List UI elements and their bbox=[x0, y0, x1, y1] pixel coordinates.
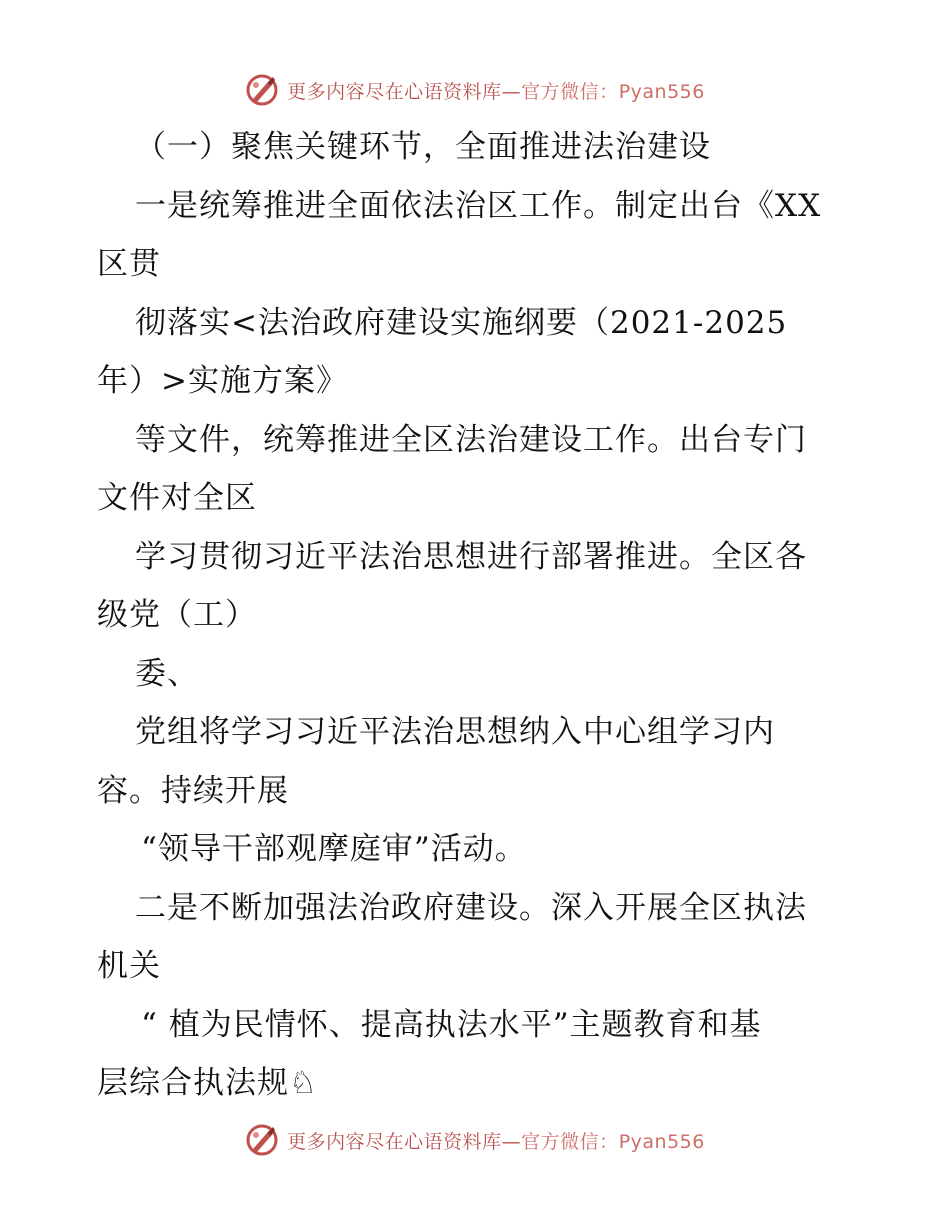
text-line: “ 植为民情怀、提高执法水平”主题教育和基 bbox=[141, 1006, 762, 1043]
text-line: 党组将学习习近平法治思想纳入中心组学习内 bbox=[135, 714, 775, 750]
text-line: 层综合执法规♘ bbox=[97, 1065, 318, 1101]
text-line: 机关 bbox=[97, 948, 161, 984]
pen-logo-icon bbox=[245, 73, 279, 107]
text-line: 区贯 bbox=[97, 246, 161, 282]
text-line: 容。持续开展 bbox=[97, 772, 289, 809]
text-line: 级党（工） bbox=[97, 597, 257, 633]
banner-text: 更多内容尽在心语资料库—官方微信：Pyan556 bbox=[287, 1130, 705, 1153]
banner-text: 更多内容尽在心语资料库—官方微信：Pyan556 bbox=[287, 80, 705, 103]
footer-banner bbox=[0, 1120, 950, 1160]
header-banner bbox=[0, 70, 950, 110]
text-line: 彻落实<法治政府建设实施纲要（2021-2025 bbox=[135, 304, 788, 341]
text-line: 文件对全区 bbox=[97, 480, 257, 516]
text-line: 二是不断加强法治政府建设。深入开展全区执法 bbox=[135, 889, 807, 926]
pen-logo-icon bbox=[245, 1123, 279, 1157]
text-line: 委、 bbox=[135, 655, 199, 692]
text-line: 等文件，统筹推进全区法治建设工作。出台专门 bbox=[135, 421, 807, 458]
text-line: 学习贯彻习近平法治思想进行部署推进。全区各 bbox=[135, 538, 807, 575]
text-line: 一是统筹推进全面依法治区工作。制定出台《XX bbox=[135, 187, 822, 224]
text-line: “领导干部观摩庭审”活动。 bbox=[141, 831, 527, 867]
text-line: 年）>实施方案》 bbox=[97, 363, 348, 399]
section-heading: （一）聚焦关键环节，全面推进法治建设 bbox=[135, 129, 711, 165]
document-body bbox=[97, 118, 857, 1113]
